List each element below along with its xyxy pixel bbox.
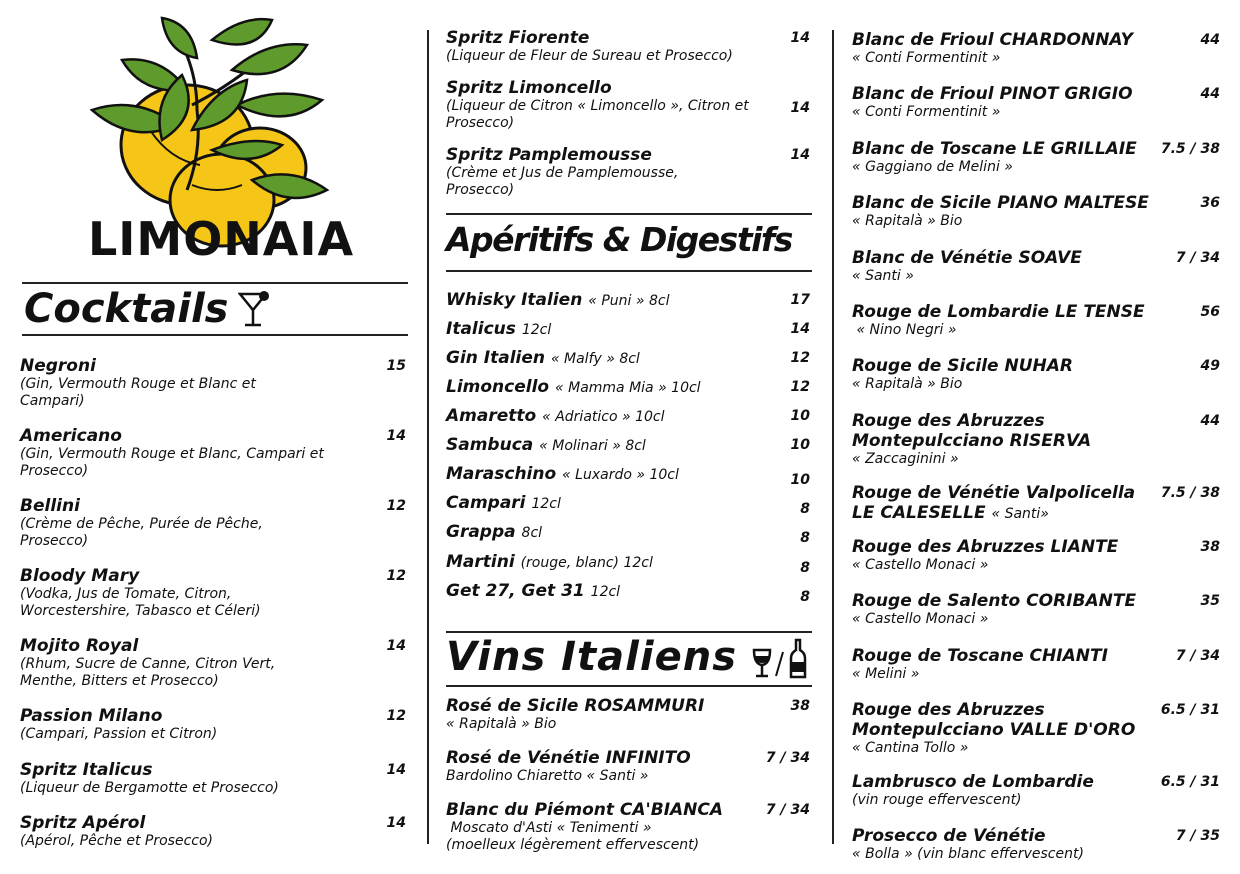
menu-item (20, 426, 410, 480)
item-name: Italicus (446, 319, 516, 339)
menu-item (446, 581, 814, 605)
item-price: 14 (790, 100, 810, 116)
menu-item (20, 636, 410, 690)
item-price: 8 (800, 560, 810, 576)
menu-item (446, 552, 814, 576)
item-detail: « Luxardo » 10cl (562, 467, 679, 483)
item-desc: « Conti Formentinit » (852, 104, 1001, 120)
item-desc: « Castello Monaci » (852, 557, 989, 573)
item-name: Blanc de Sicile PIANO MALTESE (852, 193, 1149, 213)
menu-item (852, 483, 1224, 523)
item-price: 35 (1200, 593, 1220, 609)
item-price: 7.5 / 38 (1160, 141, 1220, 157)
item-name: Bellini (20, 496, 80, 516)
item-detail: 12cl (531, 496, 561, 512)
item-price: 44 (1200, 32, 1220, 48)
item-name: Rouge des Abruzzes LIANTE (852, 537, 1119, 557)
item-desc: (Apérol, Pêche et Prosecco) (20, 833, 213, 849)
item-name: Campari (446, 493, 526, 513)
item-name: Gin Italien (446, 348, 546, 368)
item-price: 14 (386, 638, 406, 654)
wine-glass-bottle-icon (750, 638, 810, 680)
item-desc: « Rapitalà » Bio (852, 376, 963, 392)
menu-item (20, 706, 410, 743)
item-desc: « Gaggiano de Melini » (852, 159, 1013, 175)
item-price: 49 (1200, 358, 1220, 374)
item-price: 38 (790, 698, 810, 714)
item-desc: « Rapitalà » Bio (852, 213, 963, 229)
item-name: Spritz Fiorente (446, 28, 590, 48)
menu-item (852, 356, 1224, 393)
menu-item (852, 591, 1224, 628)
brand-logo-text: LIMONAIA (88, 212, 355, 266)
item-name: Rouge de Salento CORIBANTE (852, 591, 1137, 611)
item-detail: « Molinari » 8cl (539, 438, 646, 454)
item-name: Spritz Apérol (20, 813, 146, 833)
menu-item (446, 435, 814, 455)
item-name: Rosé de Vénétie INFINITO (446, 748, 691, 768)
item-name: Get 27, Get 31 (446, 581, 585, 601)
item-desc: Bardolino Chiaretto « Santi » (446, 768, 649, 784)
item-name: Maraschino (446, 464, 557, 484)
item-detail: 12cl (521, 322, 552, 338)
menu-item (852, 193, 1224, 230)
item-detail: 12cl (590, 584, 621, 600)
item-desc: « Zaccaginini » (852, 451, 959, 467)
item-name: Bloody Mary (20, 566, 140, 586)
menu-item (20, 356, 410, 410)
item-name: Rosé de Sicile ROSAMMURI (446, 696, 705, 716)
item-desc: « Cantina Tollo » (852, 740, 969, 756)
menu-item (446, 696, 814, 733)
menu-item (446, 28, 814, 65)
menu-item (20, 496, 410, 550)
cocktails-rule-top (22, 282, 408, 284)
cocktails-title: Cocktails (24, 286, 229, 332)
item-price: 44 (1200, 413, 1220, 429)
menu-item (446, 145, 814, 199)
item-desc: (vin rouge effervescent) (852, 792, 1022, 808)
item-name: Rouge de Sicile NUHAR (852, 356, 1074, 376)
item-desc: « Castello Monaci » (852, 611, 989, 627)
item-price: 7.5 / 38 (1160, 485, 1220, 501)
item-price: 14 (790, 147, 810, 163)
item-detail: « Adriatico » 10cl (542, 409, 665, 425)
item-name: Mojito Royal (20, 636, 139, 656)
item-desc: (Liqueur de Bergamotte et Prosecco) (20, 780, 279, 796)
menu-item (852, 537, 1224, 574)
item-name: Amaretto (446, 406, 537, 426)
menu-item (446, 319, 814, 339)
menu-item (446, 348, 814, 368)
menu-item (852, 302, 1224, 339)
item-price: 7 / 34 (1175, 648, 1220, 664)
item-price: 17 (790, 292, 810, 308)
item-name: Blanc du Piémont CA'BIANCA (446, 800, 724, 820)
item-name: Rouge de Lombardie LE TENSE (852, 302, 1145, 322)
item-name: Grappa (446, 522, 516, 542)
item-detail: « Puni » 8cl (588, 293, 670, 309)
item-price: 10 (790, 472, 810, 488)
menu-item (20, 813, 410, 850)
item-desc: (Campari, Passion et Citron) (20, 726, 218, 742)
item-name: Sambuca (446, 435, 534, 455)
item-price: 38 (1200, 539, 1220, 555)
item-price: 12 (386, 568, 406, 584)
item-desc: (Vodka, Jus de Tomate, Citron, Worcestershire, Tabasco et Céleri) (20, 586, 261, 619)
item-desc: « Nino Negri » (852, 322, 957, 338)
item-name: Martini (446, 552, 515, 572)
menu-item (852, 30, 1224, 67)
item-detail: « Malfy » 8cl (550, 351, 640, 367)
item-price: 7 / 34 (765, 750, 810, 766)
item-name: Prosecco de Vénétie (852, 826, 1046, 846)
menu-item (852, 411, 1224, 468)
menu-item (446, 78, 814, 132)
item-price: 15 (386, 358, 406, 374)
item-name: Rouge des Abruzzes (852, 411, 1045, 431)
vins-rule-bottom (446, 685, 812, 687)
item-desc: « Santi » (852, 268, 914, 284)
item-desc: (Crème et Jus de Pamplemousse, Prosecco) (446, 165, 679, 198)
item-price: 8 (800, 501, 810, 517)
item-name-2: Montepulcciano VALLE D'ORO (852, 720, 1136, 740)
item-name: Negroni (20, 356, 96, 376)
item-price: 12 (790, 350, 810, 366)
cocktail-glass-icon (238, 290, 272, 330)
aperitifs-rule-top (446, 213, 812, 215)
item-name: Americano (20, 426, 122, 446)
item-name: Spritz Limoncello (446, 78, 612, 98)
item-price: 14 (386, 815, 406, 831)
item-price: 12 (790, 379, 810, 395)
item-detail: « Mamma Mia » 10cl (555, 380, 701, 396)
item-desc: « Conti Formentinit » (852, 50, 1001, 66)
menu-item (852, 139, 1224, 176)
item-desc-2: (moelleux légèrement effervescent) (446, 837, 700, 853)
item-detail: (rouge, blanc) 12cl (520, 555, 653, 571)
item-price: 44 (1200, 86, 1220, 102)
item-price: 12 (386, 498, 406, 514)
item-name: Lambrusco de Lombardie (852, 772, 1094, 792)
item-price: 6.5 / 31 (1160, 702, 1220, 718)
item-name: Spritz Italicus (20, 760, 153, 780)
item-price: 36 (1200, 195, 1220, 211)
vins-rule-top (446, 631, 812, 633)
item-name: Whisky Italien (446, 290, 583, 310)
menu-item (446, 377, 814, 397)
item-name: Blanc de Frioul PINOT GRIGIO (852, 84, 1133, 104)
item-name: Limoncello (446, 377, 550, 397)
item-name-2: LE CALESELLE (852, 503, 986, 523)
menu-item (852, 826, 1224, 863)
item-price: 14 (386, 428, 406, 444)
item-desc: Moscato d'Asti « Tenimenti » (446, 820, 656, 836)
item-name: Blanc de Toscane LE GRILLAIE (852, 139, 1137, 159)
item-price: 8 (800, 589, 810, 605)
item-desc: « Melini » (852, 666, 920, 682)
column-divider-right (832, 30, 834, 844)
item-price: 10 (790, 437, 810, 453)
menu-item (20, 566, 410, 620)
item-price: 56 (1200, 304, 1220, 320)
cocktails-rule-bottom (22, 334, 408, 336)
item-price: 12 (386, 708, 406, 724)
menu-item (446, 522, 814, 546)
aperitifs-rule-bottom (446, 270, 812, 272)
item-price: 14 (790, 321, 810, 337)
item-name: Blanc de Frioul CHARDONNAY (852, 30, 1133, 50)
item-price: 6.5 / 31 (1160, 774, 1220, 790)
menu-item (852, 646, 1224, 683)
item-desc: « Rapitalà » Bio (446, 716, 557, 732)
item-desc: (Liqueur de Citron « Limoncello », Citron et Prosecco) (446, 98, 749, 131)
item-price: 8 (800, 530, 810, 546)
menu-item (446, 493, 814, 517)
menu-item (852, 700, 1224, 757)
item-price: 10 (790, 408, 810, 424)
menu-item (852, 772, 1224, 809)
item-name: Rouge de Toscane CHIANTI (852, 646, 1108, 666)
menu-item (852, 248, 1224, 285)
menu-item (446, 406, 814, 426)
item-desc: (Rhum, Sucre de Canne, Citron Vert, Menthe, Bitters et Prosecco) (20, 656, 276, 689)
item-price: 7 / 35 (1175, 828, 1220, 844)
column-divider-left (427, 30, 429, 844)
item-name: Rouge des Abruzzes (852, 700, 1045, 720)
item-name: Spritz Pamplemousse (446, 145, 652, 165)
item-desc: (Gin, Vermouth Rouge et Blanc, Campari et Prosecco) (20, 446, 324, 479)
item-detail: 8cl (521, 525, 543, 541)
item-price: 7 / 34 (1175, 250, 1220, 266)
item-name: Blanc de Vénétie SOAVE (852, 248, 1082, 268)
menu-item (446, 464, 814, 488)
item-name: Rouge de Vénétie Valpolicella (852, 483, 1136, 503)
item-desc: (Gin, Vermouth Rouge et Blanc et Campari) (20, 376, 256, 409)
item-detail: « Santi» (991, 506, 1049, 522)
menu-item (446, 290, 814, 310)
menu-item (852, 84, 1224, 121)
item-price: 14 (386, 762, 406, 778)
item-name: Passion Milano (20, 706, 163, 726)
item-price: 14 (790, 30, 810, 46)
aperitifs-title: Apéritifs & Digestifs (446, 220, 792, 259)
item-price: 7 / 34 (765, 802, 810, 818)
item-desc: (Liqueur de Fleur de Sureau et Prosecco) (446, 48, 733, 64)
item-name-2: Montepulcciano RISERVA (852, 431, 1092, 451)
menu-item (20, 760, 410, 797)
menu-item (446, 800, 814, 854)
item-desc: « Bolla » (vin blanc effervescent) (852, 846, 1084, 862)
vins-title: Vins Italiens (446, 634, 738, 680)
menu-item (446, 748, 814, 785)
item-desc: (Crème de Pêche, Purée de Pêche, Prosecco) (20, 516, 263, 549)
